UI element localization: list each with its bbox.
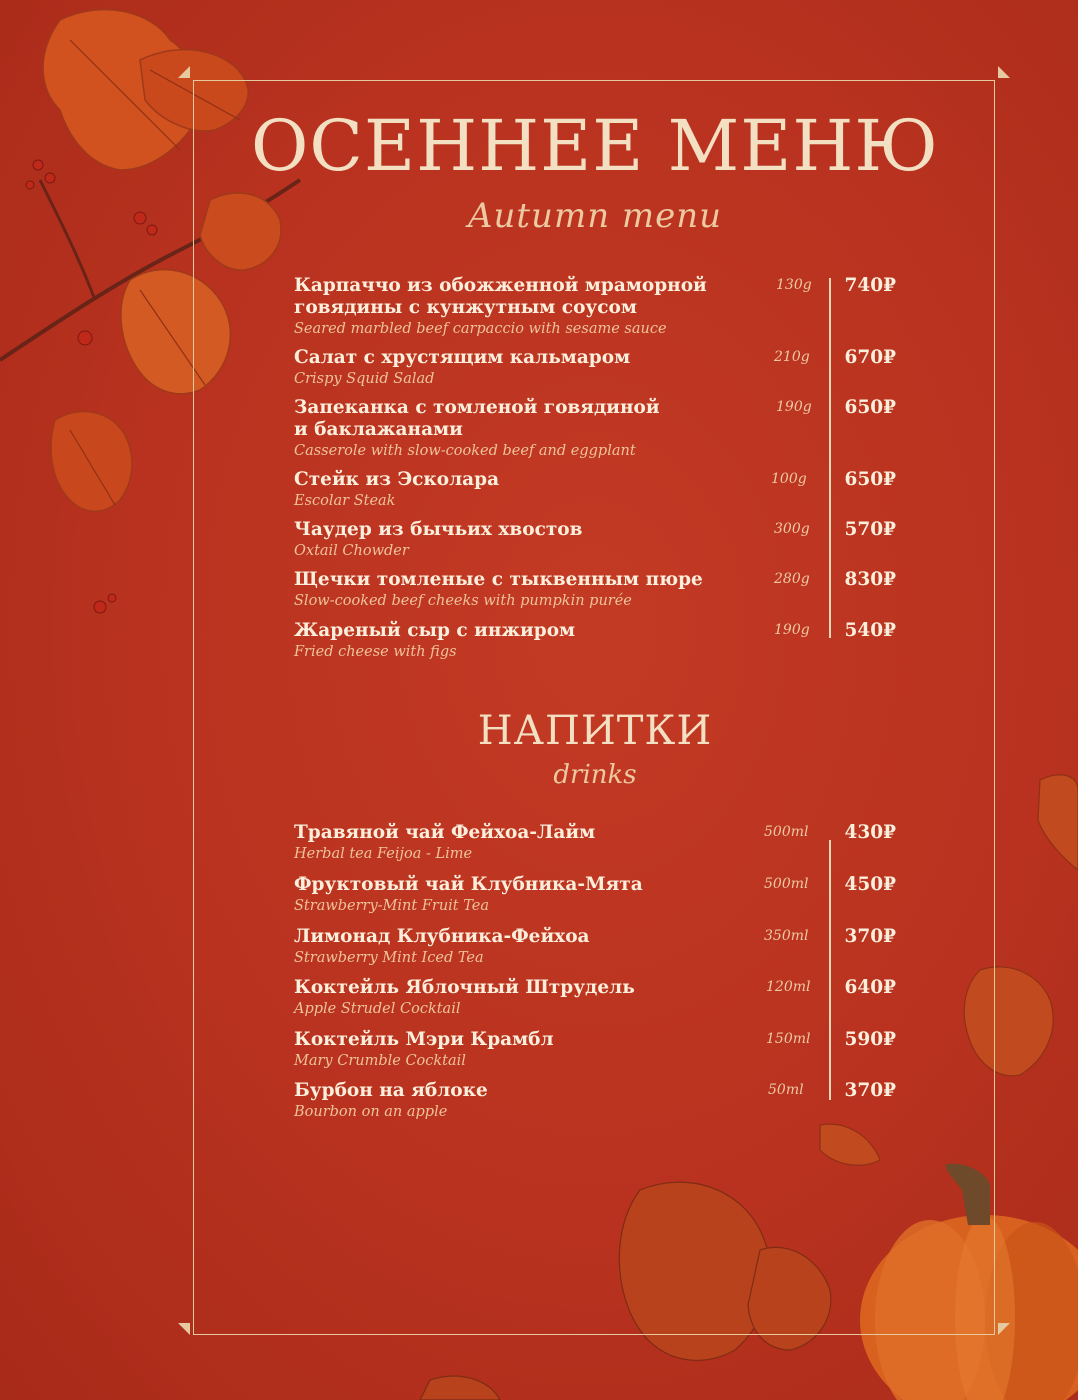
menu-item xyxy=(294,569,904,611)
item-description: Escolar Steak xyxy=(294,493,396,509)
item-weight: 300g xyxy=(774,521,810,537)
item-description: Crispy Squid Salad xyxy=(294,371,435,387)
item-description: Mary Crumble Cocktail xyxy=(294,1053,466,1069)
item-name: Коктейль Мэри Крамбл xyxy=(294,1029,554,1050)
item-name: Щечки томленые с тыквенным пюре xyxy=(294,569,703,590)
drink-item xyxy=(294,874,904,916)
item-name: Стейк из Эсколара xyxy=(294,469,500,490)
drink-item xyxy=(294,822,904,864)
item-name: Бурбон на яблоке xyxy=(294,1080,488,1101)
item-description: Slow-cooked beef cheeks with pumpkin purée xyxy=(294,593,632,609)
item-price: 590₽ xyxy=(844,1029,896,1050)
corner-ornament xyxy=(178,66,190,78)
corner-ornament xyxy=(178,1323,190,1335)
item-description: Bourbon on an apple xyxy=(294,1104,448,1120)
item-weight: 150ml xyxy=(766,1031,811,1047)
item-name: Травяной чай Фейхоа-Лайм xyxy=(294,822,596,843)
item-name: Фруктовый чай Клубника-Мята xyxy=(294,874,643,895)
item-price: 640₽ xyxy=(844,977,896,998)
item-weight: 350ml xyxy=(764,928,809,944)
item-price: 830₽ xyxy=(844,569,896,590)
item-name: Чаудер из бычьих хвостов xyxy=(294,519,583,540)
item-price: 430₽ xyxy=(844,822,896,843)
item-description: Casserole with slow-cooked beef and eggplant xyxy=(294,443,636,459)
drink-item xyxy=(294,1080,904,1122)
item-weight: 500ml xyxy=(764,876,809,892)
item-price: 740₽ xyxy=(844,275,896,296)
item-weight: 120ml xyxy=(766,979,811,995)
item-price: 650₽ xyxy=(844,397,896,418)
item-description: Seared marbled beef carpaccio with sesame sauce xyxy=(294,321,667,337)
item-price: 370₽ xyxy=(844,1080,896,1101)
menu-item xyxy=(294,275,904,339)
menu-item xyxy=(294,519,904,561)
item-name: Лимонад Клубника-Фейхоа xyxy=(294,926,590,947)
item-weight: 500ml xyxy=(764,824,809,840)
drinks-subtitle: drinks xyxy=(553,760,637,790)
item-description: Strawberry-Mint Fruit Tea xyxy=(294,898,489,914)
item-name: Коктейль Яблочный Штрудель xyxy=(294,977,635,998)
drink-item xyxy=(294,977,904,1019)
menu-subtitle: Autumn menu xyxy=(467,196,723,236)
item-price: 670₽ xyxy=(844,347,896,368)
corner-ornament xyxy=(998,1323,1010,1335)
item-description: Apple Strudel Cocktail xyxy=(294,1001,461,1017)
item-weight: 190g xyxy=(776,399,812,415)
menu-item xyxy=(294,620,904,662)
item-description: Herbal tea Feijoa - Lime xyxy=(294,846,473,862)
menu-item xyxy=(294,347,904,389)
item-weight: 210g xyxy=(774,349,810,365)
item-price: 370₽ xyxy=(844,926,896,947)
item-weight: 130g xyxy=(776,277,812,293)
item-name: Карпаччо из обожженной мраморной говядины с кунжутным соусом xyxy=(294,275,707,318)
item-description: Strawberry Mint Iced Tea xyxy=(294,950,484,966)
menu-item xyxy=(294,469,904,511)
item-description: Oxtail Chowder xyxy=(294,543,409,559)
item-price: 570₽ xyxy=(844,519,896,540)
corner-ornament xyxy=(998,66,1010,78)
item-name: Жареный сыр с инжиром xyxy=(294,620,576,641)
item-name: Салат с хрустящим кальмаром xyxy=(294,347,631,368)
item-name: Запеканка с томленой говядиной и баклажанами xyxy=(294,397,660,440)
drink-item xyxy=(294,926,904,968)
item-weight: 50ml xyxy=(768,1082,804,1098)
item-description: Fried cheese with figs xyxy=(294,644,457,660)
item-price: 650₽ xyxy=(844,469,896,490)
item-price: 540₽ xyxy=(844,620,896,641)
menu-item xyxy=(294,397,904,461)
item-weight: 190g xyxy=(774,622,810,638)
drink-item xyxy=(294,1029,904,1071)
drinks-title: НАПИТКИ xyxy=(477,708,713,754)
item-weight: 280g xyxy=(774,571,810,587)
menu-title: ОСЕННЕЕ МЕНЮ xyxy=(251,105,939,187)
item-weight: 100g xyxy=(771,471,807,487)
item-price: 450₽ xyxy=(844,874,896,895)
